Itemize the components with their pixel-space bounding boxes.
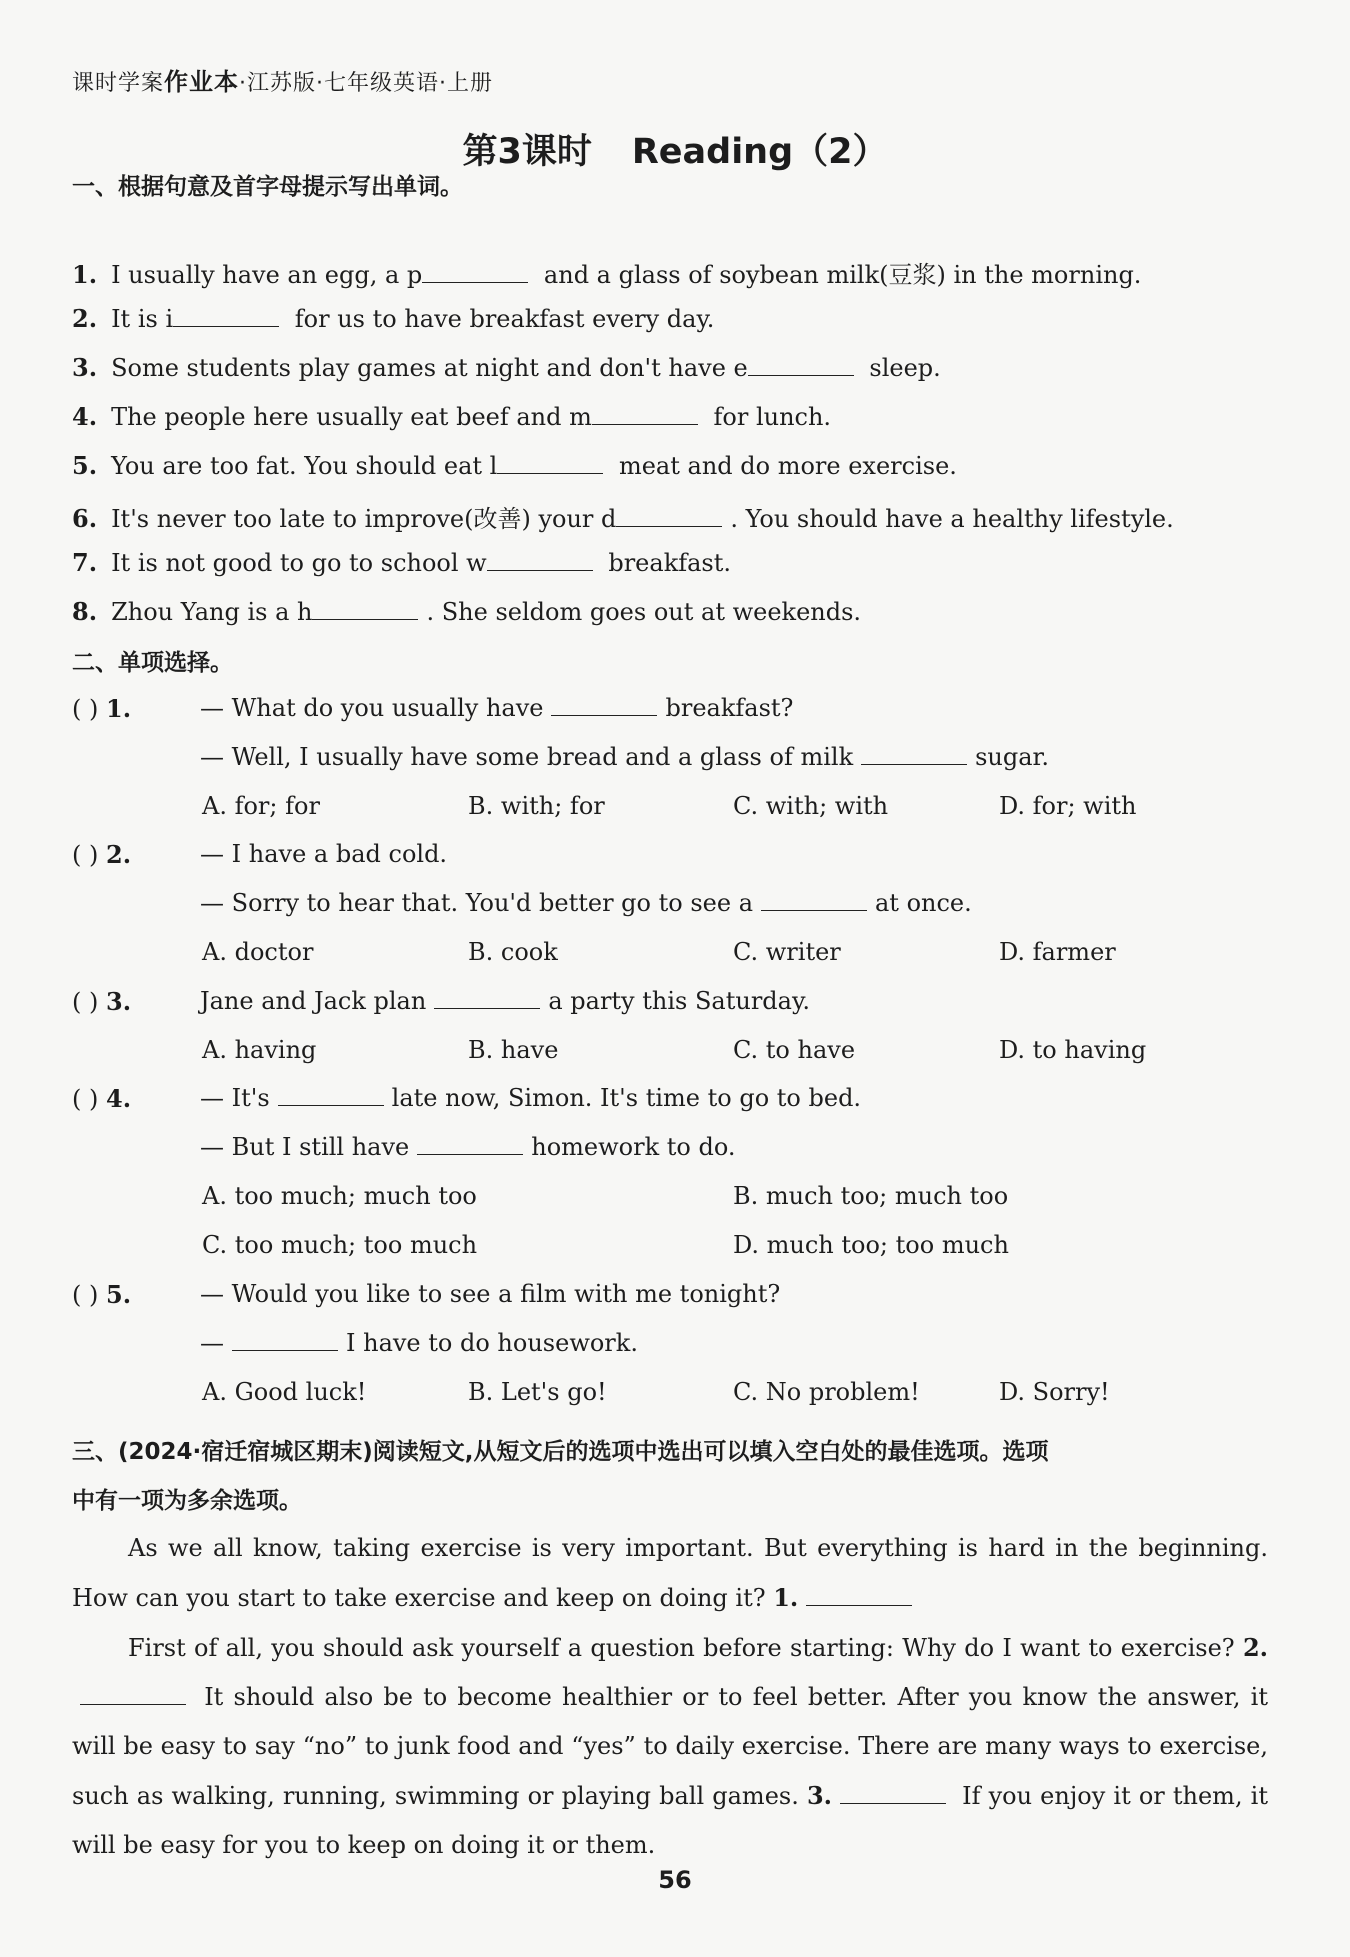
answer-blank [232,1330,338,1351]
option-b[interactable]: B. Let's go! [468,1378,607,1406]
question-line: — But I still have homework to do. [200,1133,736,1161]
answer-blank[interactable] [173,306,279,327]
option-c[interactable]: C. too much; too much [202,1231,478,1259]
option-d[interactable]: D. much too; too much [733,1231,1009,1259]
answer-blank [761,890,867,911]
answer-blank [434,988,540,1009]
section3-heading: 三、(2024·宿迁宿城区期末)阅读短文,从短文后的选项中选出可以填入空白处的最佳选项。选项 中有一项为多余选项。 [72,1439,1049,1514]
fill-item: 5. You are too fat. You should eat l meat and do more exercise. [72,451,957,480]
option-b[interactable]: B. have [468,1036,559,1064]
answer-blank[interactable] [840,1783,946,1804]
option-a[interactable]: A. too much; much too [202,1182,477,1210]
answer-paren[interactable]: ( ) 5. [72,1280,132,1309]
passage-paragraph: First of all, you should ask yourself a question before starting: Why do I want to exercise? 2. It should also be to become healthier or to feel better. After you know the answer, it will be easy to say “no” to junk food and “yes” to daily exercise. There are many ways to exercise, such as walking, running, swimming or playing ball games. 3. If you enjoy it or them, it will be easy for you to keep on doing it or them. [72,1633,1268,1859]
option-a[interactable]: A. Good luck! [202,1378,367,1406]
reading-passage [72,1524,1268,1870]
option-d[interactable]: D. farmer [999,938,1116,966]
answer-blank[interactable] [748,355,854,376]
question-line: — I have to do housework. [200,1329,638,1357]
section1-heading: 一、根据句意及首字母提示写出单词。 [72,174,463,200]
header-bold: 作业本 [164,68,240,96]
option-d[interactable]: D. Sorry! [999,1378,1110,1406]
option-c[interactable]: C. with; with [733,792,889,820]
answer-blank[interactable] [497,453,603,474]
answer-paren[interactable]: ( ) 1. [72,694,132,723]
option-a[interactable]: A. for; for [202,792,320,820]
fill-item: 6. It's never too late to improve(改善) your d . You should have a healthy lifestyle. [72,504,1174,533]
fill-item: 7. It is not good to go to school w breakfast. [72,548,732,577]
question-line: — What do you usually have breakfast? [200,694,794,722]
option-b[interactable]: B. with; for [468,792,605,820]
option-c[interactable]: C. to have [733,1036,856,1064]
question-line: — Well, I usually have some bread and a glass of milk sugar. [200,743,1050,771]
answer-blank [861,744,967,765]
header-series: 课时学案 [72,71,165,96]
option-b[interactable]: B. much too; much too [733,1182,1009,1210]
header-rest: ·江苏版·七年级英语·上册 [239,71,493,96]
answer-blank [417,1134,523,1155]
section2-heading: 二、单项选择。 [72,650,233,676]
answer-blank [551,695,657,716]
running-header [72,62,493,97]
fill-item: 1. I usually have an egg, a p and a glass of soybean milk(豆浆) in the morning. [72,260,1142,289]
answer-paren[interactable]: ( ) 3. [72,987,132,1016]
option-d[interactable]: D. to having [999,1036,1147,1064]
option-c[interactable]: C. No problem! [733,1378,920,1406]
answer-blank[interactable] [592,404,698,425]
fill-item: 8. Zhou Yang is a h . She seldom goes out at weekends. [72,597,862,626]
passage-paragraph: As we all know, taking exercise is very important. But everything is hard in the beginning. How can you start to take exercise and keep on doing it? 1. [72,1534,1268,1612]
fill-item: 3. Some students play games at night and don't have e sleep. [72,353,941,382]
answer-blank [278,1085,384,1106]
answer-blank[interactable] [312,599,418,620]
option-c[interactable]: C. writer [733,938,841,966]
option-a[interactable]: A. having [202,1036,317,1064]
question-line: — I have a bad cold. [200,840,448,868]
question-line: — Would you like to see a film with me tonight? [200,1280,781,1308]
title-topic: Reading（2） [631,132,888,172]
option-b[interactable]: B. cook [468,938,558,966]
answer-blank[interactable] [487,550,593,571]
page-number: 56 [658,1866,692,1894]
fill-item: 4. The people here usually eat beef and m for lunch. [72,402,832,431]
option-a[interactable]: A. doctor [202,938,314,966]
option-d[interactable]: D. for; with [999,792,1137,820]
answer-blank[interactable] [616,506,722,527]
question-line: — It's late now, Simon. It's time to go to bed. [200,1084,862,1112]
fill-item: 2. It is i for us to have breakfast every day. [72,304,715,333]
answer-blank[interactable] [80,1684,186,1705]
answer-blank[interactable] [806,1585,912,1606]
answer-paren[interactable]: ( ) 2. [72,840,132,869]
page-title [0,124,1350,174]
answer-blank[interactable] [422,262,528,283]
answer-paren[interactable]: ( ) 4. [72,1084,132,1113]
title-lesson: 第3课时 [462,132,592,172]
question-line: — Sorry to hear that. You'd better go to see a at once. [200,889,972,917]
question-line: Jane and Jack plan a party this Saturday. [200,987,810,1015]
